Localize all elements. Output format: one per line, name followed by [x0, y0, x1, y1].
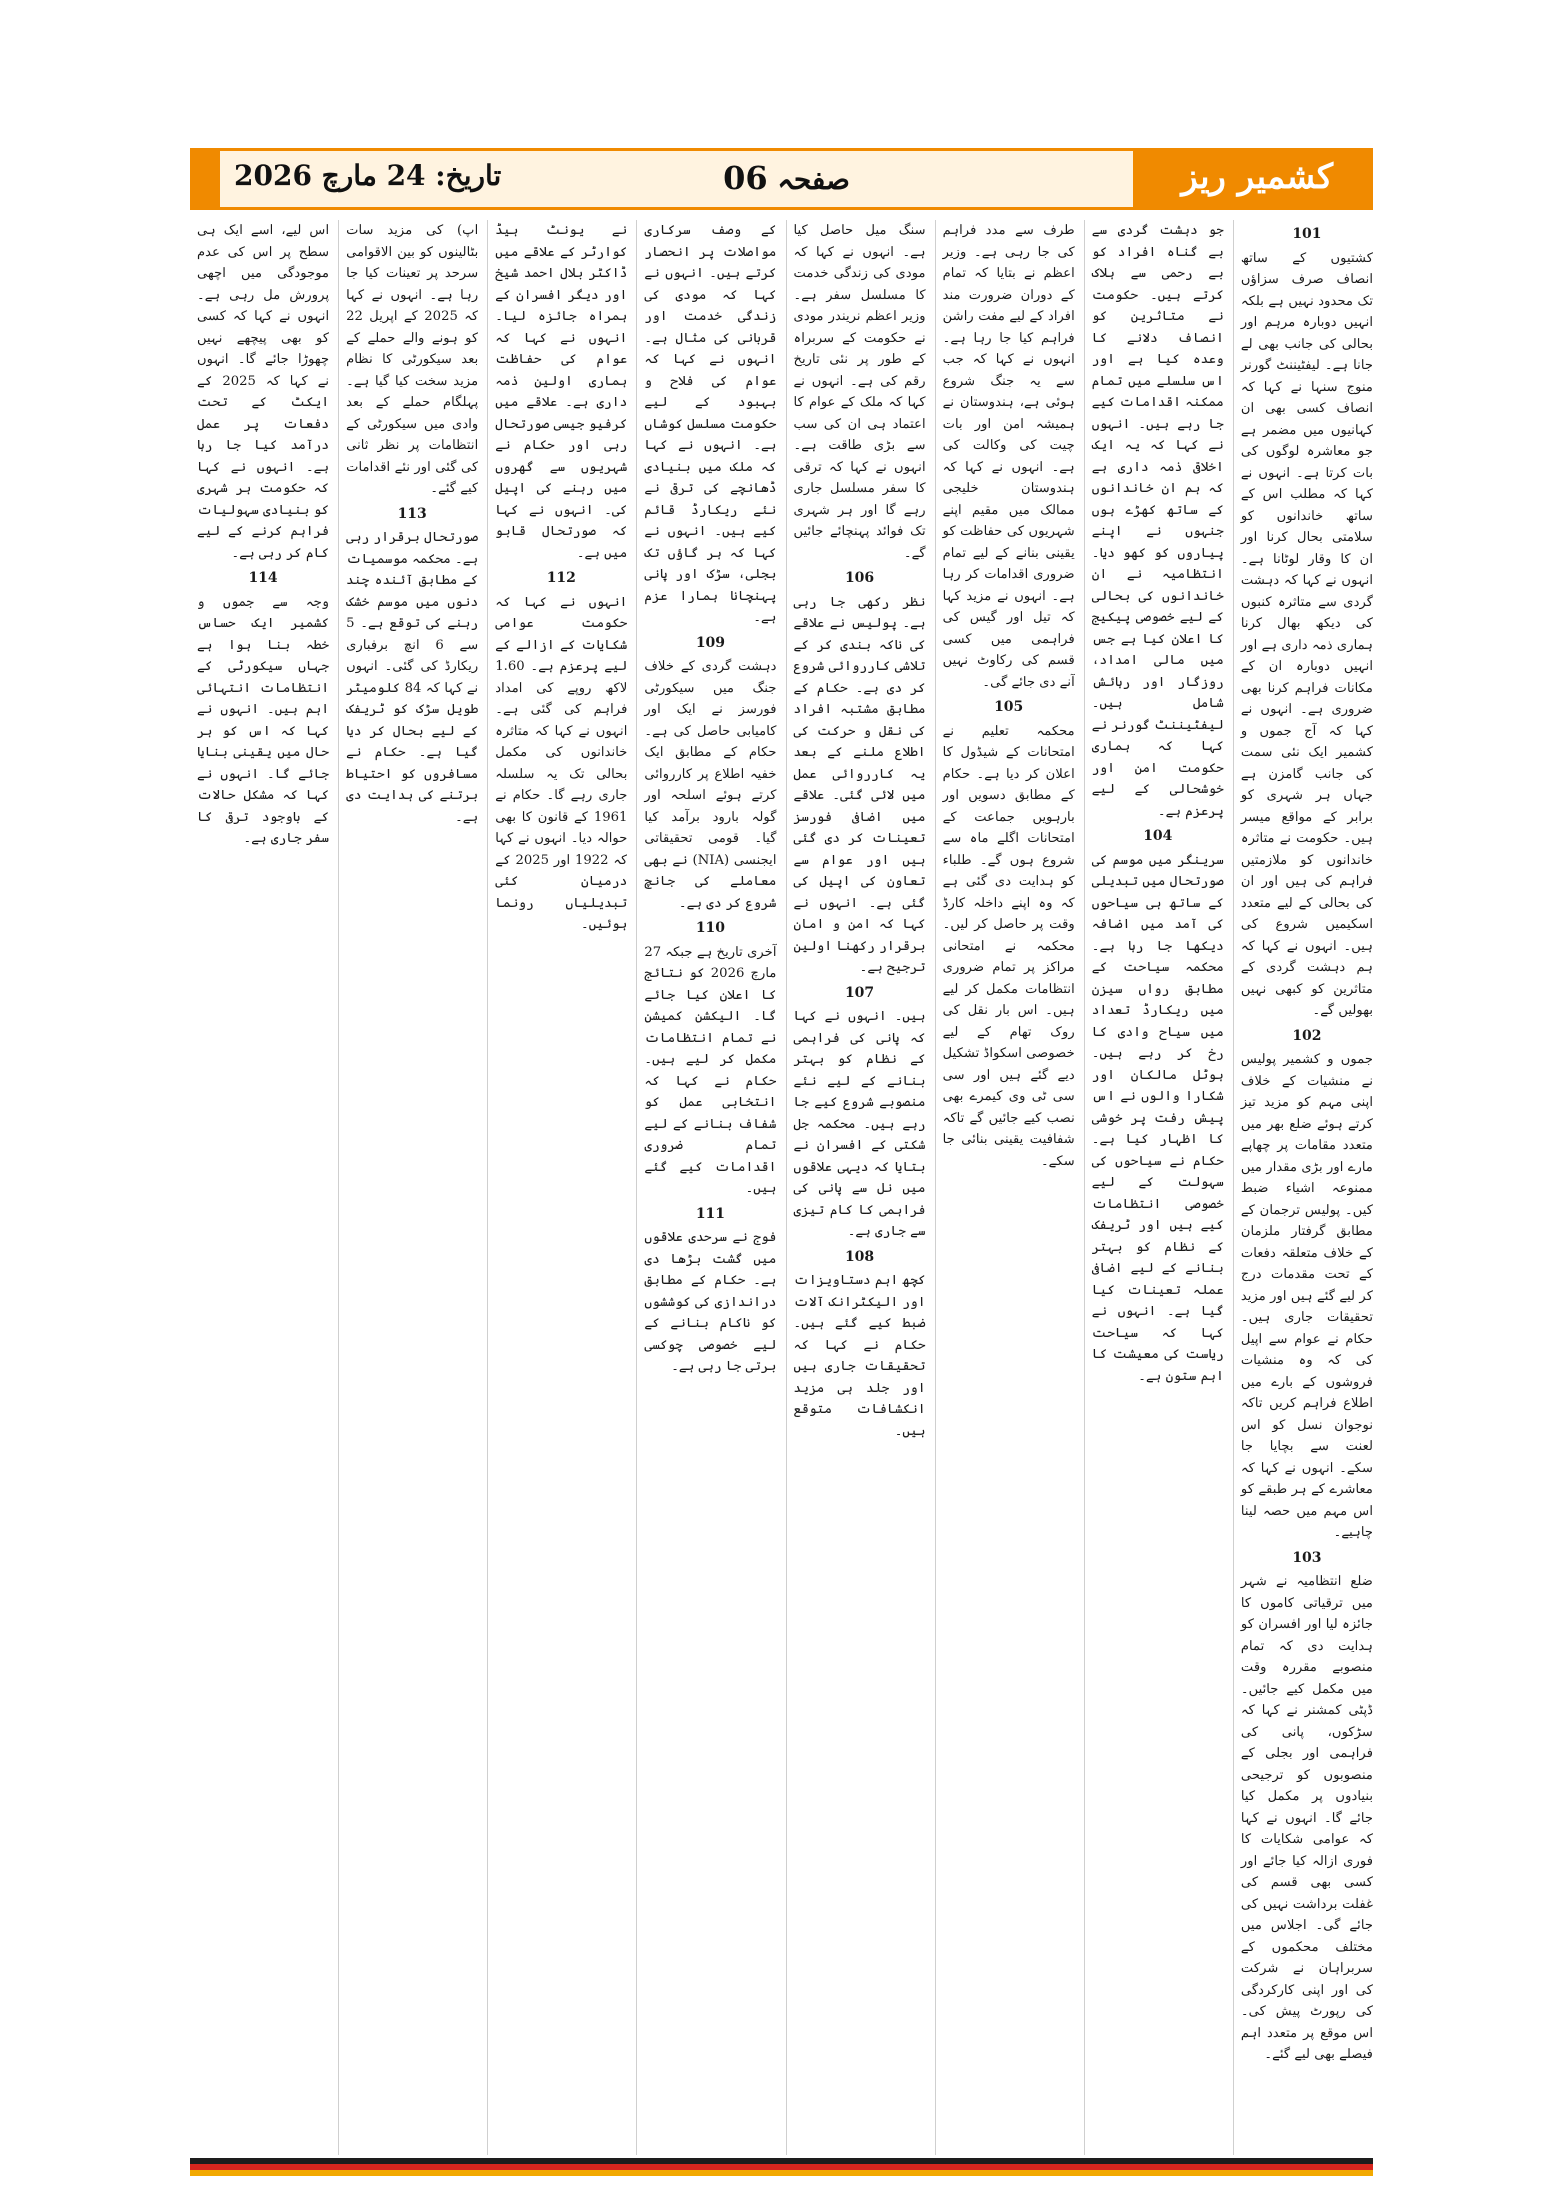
story-number: 102 [1292, 1027, 1322, 1044]
story-text: صورتحال برقرار رہی ہے۔ محکمہ موسمیات کے مطابق آئندہ چند دنوں میں موسم خشک رہنے کی توقع ہے۔ 5 سے 6 انچ برفباری ریکارڈ کی گئی۔ انہوں نے کہا کہ 84 کلومیٹر طویل سڑک کو ٹریفک کے لیے بحال کر دیا گیا ہے۔ حکام نے مسافروں کو احتیاط برتنے کی ہدایت دی ہے۔ [346, 530, 479, 825]
story-text: انہوں نے کہا کہ حکومت عوامی شکایات کے ازالے کے لیے پرعزم ہے۔ 1.60 لاکھ روپے کی امداد فراہم کی گئی ہے۔ انہوں نے کہا کہ متاثرہ خاندانوں کی مکمل بحالی تک یہ سلسلہ جاری رہے گا۔ حکام نے 1961 کے قانون کا بھی حوالہ دیا۔ انہوں نے کہا کہ 1922 اور 2025 کے درمیان کئی تبدیلیاں رونما ہوئیں۔ [495, 594, 628, 932]
news-column [338, 220, 478, 2155]
story-text: سنگ میل حاصل کیا ہے۔ انہوں نے کہا کہ مودی کی زندگی خدمت کا مسلسل سفر ہے۔ وزیر اعظم نریندر مودی نے حکومت کے سربراہ کے طور پر نئی تاریخ رقم کی ہے۔ انہوں نے کہا کہ ملک کے عوام کا اعتماد ہی ان کی سب سے بڑی طاقت ہے۔ انہوں نے کہا کہ ترقی کا سفر مسلسل جاری رہے گا اور ہر شہری تک فوائد پہنچائے جائیں گے۔ [793, 223, 926, 561]
story-number: 113 [397, 505, 427, 522]
story-text: کچھ اہم دستاویزات اور الیکٹرانک آلات ضبط کیے گئے ہیں۔ حکام نے کہا کہ تحقیقات جاری ہیں اور جلد ہی مزید انکشافات متوقع ہیں۔ [793, 1273, 926, 1439]
news-column [1084, 220, 1224, 2155]
accent-bar [190, 151, 220, 207]
story-text: نظر رکھی جا رہی ہے۔ پولیس نے علاقے کی ناکہ بندی کر کے تلاشی کارروائی شروع کر دی ہے۔ حکام کے مطابق مشتبہ افراد کی نقل و حرکت کی اطلاع ملنے کے بعد یہ کارروائی عمل میں لائی گئی۔ علاقے میں اضافی فورسز تعینات کر دی گئی ہیں اور عوام سے تعاون کی اپیل کی گئی ہے۔ انہوں نے کہا کہ امن و امان برقرار رکھنا اولین ترجیح ہے۔ [793, 594, 926, 975]
footer-stripes [190, 2158, 1373, 2176]
news-column [935, 220, 1075, 2155]
story-number: 110 [695, 920, 726, 936]
story-text: اپ) کی مزید سات بٹالینوں کو بین الاقوامی سرحد پر تعینات کیا جا رہا ہے۔ انہوں نے کہا کہ 2025 کے اپریل 22 کو ہونے والے حملے کے بعد سیکورٹی کا نظام مزید سخت کیا گیا ہے۔ پہلگام حملے کے بعد وادی میں سیکورٹی کے انتظامات پر نظر ثانی کی گئی اور نئے اقدامات کیے گئے۔ [346, 223, 479, 496]
story-text: اس لیے، اسے ایک ہی سطح پر اس کی عدم موجودگی میں اچھی پرورش مل رہی ہے۔ انہوں نے کہا کہ کسی کو بھی پیچھے نہیں چھوڑا جائے گا۔ انہوں نے کہا کہ 2025 کے ایکٹ کے تحت دفعات پر عمل درآمد کیا جا رہا ہے۔ انہوں نے کہا کہ حکومت ہر شہری کو بنیادی سہولیات فراہم کرنے کے لیے کام کر رہی ہے۔ [197, 223, 330, 561]
story-text: طرف سے مدد فراہم کی جا رہی ہے۔ وزیر اعظم نے بتایا کہ تمام کے دوران ضرورت مند افراد کے لیے مفت راشن فراہم کیا جا رہا ہے۔ انہوں نے کہا کہ جب سے یہ جنگ شروع ہوئی ہے، ہندوستان نے ہمیشہ امن اور بات چیت کی وکالت کی ہے۔ انہوں نے کہا کہ ہندوستان خلیجی ممالک میں مقیم اپنے شہریوں کی حفاظت کو یقینی بنانے کے لیے تمام ضروری اقدامات کر رہا ہے۔ انہوں نے مزید کہا کہ تیل اور گیس کی فراہمی میں کسی قسم کی رکاوٹ نہیں آنے دی جائے گی۔ [942, 223, 1075, 690]
page-header [190, 148, 1373, 210]
story-text: جو دہشت گردی سے بے گناہ افراد کو بے رحمی سے ہلاک کرتے ہیں۔ حکومت نے متاثرین کو انصاف دلانے کا وعدہ کیا ہے اور اس سلسلے میں تمام ممکنہ اقدامات کیے جا رہے ہیں۔ انہوں نے کہا کہ یہ ایک اخلاقی ذمہ داری ہے کہ ہم ان خاندانوں کے ساتھ کھڑے ہوں جنہوں نے اپنے پیاروں کو کھو دیا۔ انتظامیہ نے ان خاندانوں کی بحالی کے لیے خصوصی پیکیج کا اعلان کیا ہے جس میں مالی امداد، روزگار اور رہائش شامل ہیں۔ لیفٹیننٹ گورنر نے کہا کہ ہماری حکومت امن اور خوشحالی کے لیے پرعزم ہے۔ [1091, 223, 1224, 819]
page-label: صفحہ [777, 163, 850, 196]
newspaper-page [190, 148, 1373, 2062]
story-text: کشتیوں کے ساتھ انصاف صرف سزاؤں تک محدود نہیں ہے بلکہ انہیں دوبارہ مرہم اور بحالی کی جانب بھی لے جانا ہے۔ لیفٹیننٹ گورنر منوج سنہا نے کہا کہ انصاف کسی بھی ان کہانیوں میں مضمر ہے جو معاشرہ لوگوں کی بات کرتا ہے۔ انہوں نے کہا کہ مطلب اس کے ساتھ خاندانوں کو سلامتی بحال کرنا اور ان کا وقار لوٹانا ہے۔ انہوں نے کہا کہ دہشت گردی سے متاثرہ کنبوں کی دیکھ بھال کرنا ہماری ذمہ داری ہے اور انہیں دوبارہ ان کے مکانات فراہم کرنا بھی ضروری ہے۔ انہوں نے کہا کہ آج جموں و کشمیر ایک نئی سمت کی جانب گامزن ہے جہاں ہر شہری کو برابر کے مواقع میسر ہیں۔ حکومت نے متاثرہ خاندانوں کو ملازمتیں فراہم کی ہیں اور ان کی بحالی کے لیے متعدد اسکیمیں شروع کی ہیں۔ انہوں نے کہا کہ ہم دہشت گردی کے متاثرین کو کبھی نہیں بھولیں گے۔ [1240, 250, 1373, 1018]
story-number: 108 [844, 1248, 875, 1265]
story-text: نے یونٹ ہیڈ کوارٹر کے علاقے میں ڈاکٹر بلال احمد شیخ اور دیگر افسران کے ہمراہ جائزہ لیا۔ انہوں نے کہا کہ عوام کی حفاظت ہماری اولین ذمہ داری ہے۔ علاقے میں کرفیو جیسی صورتحال رہی اور حکام نے شہریوں سے گھروں میں رہنے کی اپیل کی۔ انہوں نے کہا کہ صورتحال قابو میں ہے۔ [495, 223, 628, 561]
story-number: 112 [546, 570, 576, 586]
story-text: جموں و کشمیر پولیس نے منشیات کے خلاف اپنی مہم کو مزید تیز کرتے ہوئے ضلع بھر میں متعدد مقامات پر چھاپے مارے اور بڑی مقدار میں ممنوعہ اشیاء ضبط کیں۔ پولیس ترجمان کے مطابق گرفتار ملزمان کے خلاف متعلقہ دفعات کے تحت مقدمات درج کر لیے گئے ہیں اور مزید تحقیقات جاری ہیں۔ حکام نے عوام سے اپیل کی کہ وہ منشیات فروشوں کے بارے میں اطلاع فراہم کریں تاکہ نوجوان نسل کو اس لعنت سے بچایا جا سکے۔ انہوں نے کہا کہ معاشرے کے ہر طبقے کو اس مہم میں حصہ لینا چاہیے۔ [1240, 1052, 1373, 1540]
date-value: 24 مارچ 2026 [234, 159, 426, 192]
story-text: فوج نے سرحدی علاقوں میں گشت بڑھا دی ہے۔ حکام کے مطابق دراندازی کی کوششوں کو ناکام بنانے کے لیے خصوصی چوکسی برتی جا رہی ہے۔ [644, 1230, 777, 1374]
story-number: 111 [695, 1205, 726, 1222]
masthead-title: کشمیر ریز [1181, 157, 1333, 197]
story-number: 105 [994, 699, 1024, 715]
story-number: 101 [1292, 226, 1322, 242]
news-column [636, 220, 776, 2155]
story-text: کے وصف سرکاری مواصلات پر انحصار کرتے ہیں۔ انہوں نے کہا کہ مودی کی زندگی خدمت اور قربانی کی مثال ہے۔ انہوں نے کہا کہ عوام کی فلاح و بہبود کے لیے حکومت مسلسل کوشاں ہے۔ انہوں نے کہا کہ ملک میں بنیادی ڈھانچے کی ترقی نے نئے ریکارڈ قائم کیے ہیں۔ انہوں نے کہا کہ ہر گاؤں تک بجلی، سڑک اور پانی پہنچانا ہمارا عزم ہے۔ [644, 223, 777, 625]
page-number-value: 06 [723, 159, 768, 197]
date-label: تاریخ: [435, 159, 502, 192]
story-number: 109 [695, 634, 726, 651]
news-column [487, 220, 627, 2155]
story-text: سرینگر میں موسم کی صورتحال میں تبدیلی کے ساتھ ہی سیاحوں کی آمد میں اضافہ دیکھا جا رہا ہے۔ محکمہ سیاحت کے مطابق رواں سیزن میں ریکارڈ تعداد میں سیاح وادی کا رخ کر رہے ہیں۔ ہوٹل مالکان اور شکارا والوں نے اس پیش رفت پر خوشی کا اظہار کیا ہے۔ حکام نے سیاحوں کی سہولت کے لیے خصوصی انتظامات کیے ہیں اور ٹریفک کے نظام کو بہتر بنانے کے لیے اضافی عملہ تعینات کیا گیا ہے۔ انہوں نے کہا کہ سیاحت ریاست کی معیشت کا اہم ستون ہے۔ [1091, 852, 1224, 1384]
article-columns [190, 220, 1373, 2155]
story-number: 107 [844, 984, 875, 1001]
issue-date [234, 159, 501, 192]
story-text: ضلع انتظامیہ نے شہر میں ترقیاتی کاموں کا جائزہ لیا اور افسران کو ہدایت دی کہ تمام منصوبے مقررہ وقت میں مکمل کیے جائیں۔ ڈپٹی کمشنر نے کہا کہ سڑکوں، پانی کی فراہمی اور بجلی کے منصوبوں کو ترجیحی بنیادوں پر مکمل کیا جائے گا۔ انہوں نے کہا کہ عوامی شکایات کا فوری ازالہ کیا جائے اور کسی بھی قسم کی غفلت برداشت نہیں کی جائے گی۔ اجلاس میں مختلف محکموں کے سربراہان نے شرکت کی اور اپنی کارکردگی کی رپورٹ پیش کی۔ اس موقع پر متعدد اہم فیصلے بھی لیے گئے۔ [1240, 1574, 1373, 2062]
story-text: آخری تاریخ ہے جبکہ 27 مارچ 2026 کو نتائج کا اعلان کیا جائے گا۔ الیکشن کمیشن نے تمام انتظامات مکمل کر لیے ہیں۔ حکام نے کہا کہ انتخابی عمل کو شفاف بنانے کے لیے تمام ضروری اقدامات کیے گئے ہیں۔ [644, 944, 777, 1196]
story-number: 106 [844, 570, 875, 586]
stripe-yellow [190, 2170, 1373, 2176]
news-column [1233, 220, 1373, 2155]
story-number: 103 [1292, 1549, 1322, 1566]
story-text: محکمہ تعلیم نے امتحانات کے شیڈول کا اعلان کر دیا ہے۔ حکام کے مطابق دسویں اور بارہویں جماعت کے امتحانات اگلے ماہ سے شروع ہوں گے۔ طلباء کو ہدایت دی گئی ہے کہ وہ اپنے داخلہ کارڈ وقت پر حاصل کر لیں۔ محکمہ نے امتحانی مراکز پر تمام ضروری انتظامات مکمل کر لیے ہیں۔ اس بار نقل کی روک تھام کے لیے خصوصی اسکواڈ تشکیل دیے گئے ہیں اور سی سی ٹی وی کیمرے بھی نصب کیے جائیں گے تاکہ شفافیت یقینی بنائی جا سکے۔ [942, 723, 1075, 1169]
page-number [713, 159, 850, 197]
story-text: وجہ سے جموں و کشمیر ایک حساس خطہ بنا ہوا ہے جہاں سیکورٹی کے انتظامات انتہائی اہم ہیں۔ انہوں نے کہا کہ اس کو ہر حال میں یقینی بنایا جائے گا۔ انہوں نے کہا کہ مشکل حالات کے باوجود ترقی کا سفر جاری ہے۔ [197, 594, 330, 846]
story-text: ہیں۔ انہوں نے کہا کہ پانی کی فراہمی کے نظام کو بہتر بنانے کے لیے نئے منصوبے شروع کیے جا رہے ہیں۔ محکمہ جل شکتی کے افسران نے بتایا کہ دیہی علاقوں میں نل سے پانی کی فراہمی کا کام تیزی سے جاری ہے۔ [793, 1009, 926, 1239]
news-column [190, 220, 329, 2155]
story-text: دہشت گردی کے خلاف جنگ میں سیکورٹی فورسز نے ایک اور کامیابی حاصل کی ہے۔ حکام کے مطابق ایک خفیہ اطلاع پر کارروائی کرتے ہوئے اسلحہ اور گولہ بارود برآمد کیا گیا۔ قومی تحقیقاتی ایجنسی (NIA) نے بھی معاملے کی جانچ شروع کر دی ہے۔ [644, 659, 777, 911]
story-number: 114 [248, 570, 278, 586]
story-number: 104 [1143, 828, 1173, 844]
news-column [786, 220, 926, 2155]
